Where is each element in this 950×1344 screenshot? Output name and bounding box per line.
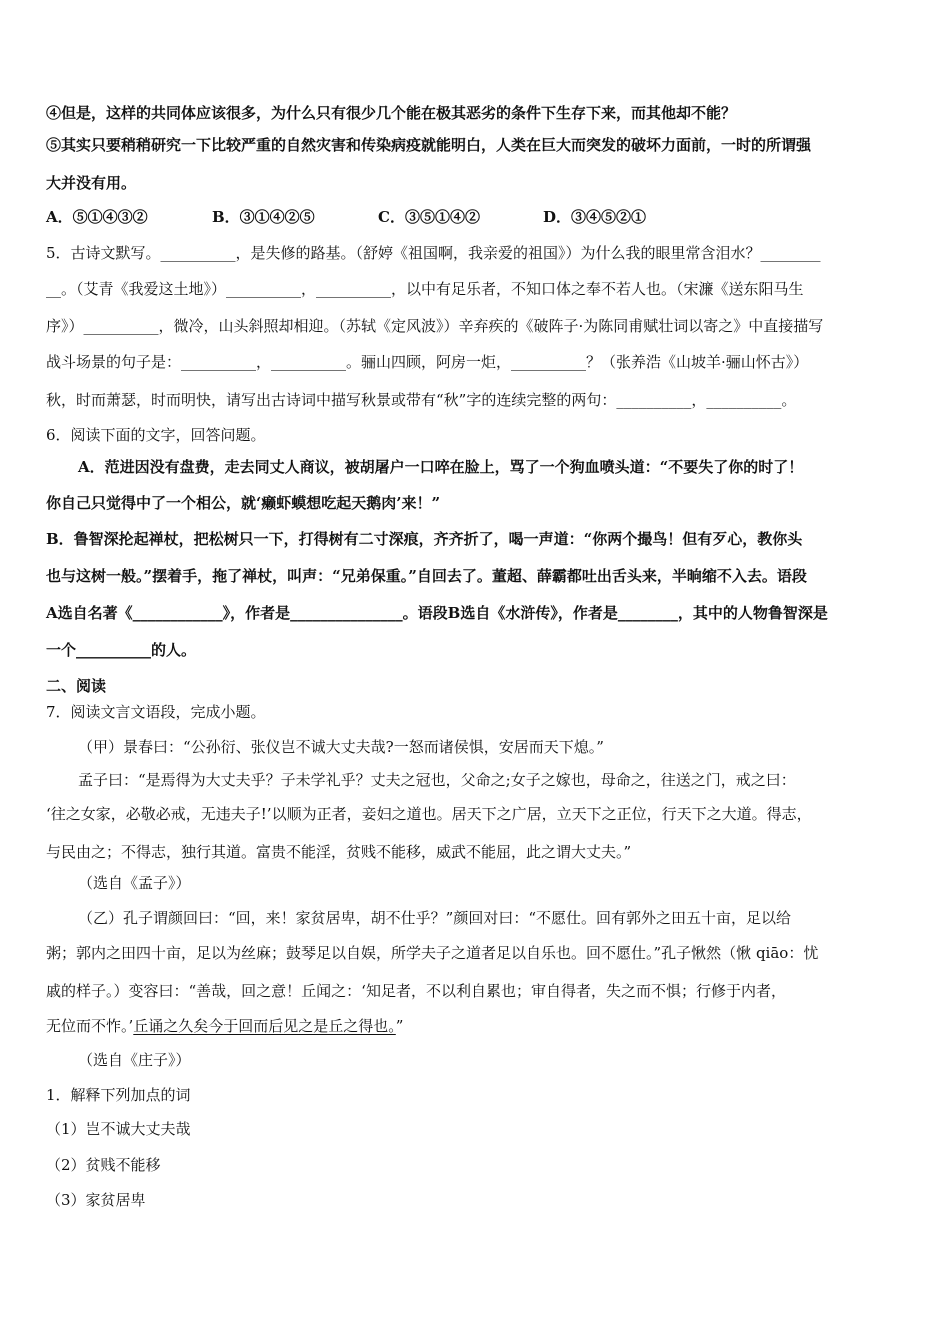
q4-sentence-4: ④但是，这样的共同体应该很多，为什么只有很少几个能在极其恶劣的条件下生存下来，而其他却不能？: [46, 104, 737, 122]
q7-yi-line4-end: ”: [395, 1017, 404, 1035]
q7-sub1-item3: （3）家贫居卑: [46, 1191, 146, 1209]
q7-yi-line2: 粥；郭内之田四十亩，足以为丝麻；鼓琴足以自娱，所学夫子之道者足以自乐也。回不愿仕。”孔子愀然（愀 qiāo：忧: [46, 944, 819, 962]
q6-passage-a-line1: A．范进因没有盘费，走去同丈人商议，被胡屠户一口啐在脸上，骂了一个狗血喷头道：“不要失了你的时了！: [78, 458, 804, 476]
q4-option-b: B．③①④②⑤: [212, 208, 315, 226]
q7-jia-line1: （甲）景春曰：“公孙衍、张仪岂不诚大丈夫哉?一怒而诸侯惧，安居而天下熄。”: [78, 738, 604, 756]
q7-yi-line1: （乙）孔子谓颜回曰：“回，来！家贫居卑，胡不仕乎？”颜回对曰：“不愿仕。回有郭外之田五十亩，足以给: [78, 909, 792, 927]
q6-passage-b-line4: 一个__________的人。: [46, 641, 197, 659]
q7-yi-line4: [46, 1015, 914, 1037]
q7-jia-line4: 与民由之；不得志，独行其道。富贵不能淫，贫贱不能移，威武不能屈，此之谓大丈夫。”: [46, 843, 632, 861]
q4-option-c: C．③⑤①④②: [378, 208, 480, 226]
q7-yi-line3: 戚的样子。）变容曰：“善哉，回之意！丘闻之：‘知足者，不以利自累也；审自得者，失之而不惧；行修于内者，: [46, 982, 786, 1000]
q4-option-d: D．③④⑤②①: [543, 208, 647, 226]
q7-title: 7．阅读文言文语段，完成小题。: [46, 703, 266, 721]
q5-line3: 序》）__________，微冷，山头斜照却相迎。（苏轼《定风波》）辛弃疾的《破阵子·为陈同甫赋壮词以寄之》中直接描写: [46, 317, 824, 335]
q4-sentence-5-line2: 大并没有用。: [46, 174, 137, 192]
q5-line4: 战斗场景的句子是：__________，__________。骊山四顾，阿房一炬，__________？（张养浩《山坡羊·骊山怀古》）: [46, 353, 809, 371]
q7-sub1-title: 1．解释下列加点的词: [46, 1086, 191, 1104]
q6-passage-b-line2: 也与这树一般。”摆着手，拖了禅杖，叫声：“兄弟保重。”自回去了。董超、薛霸都吐出舌头来，半晌缩不入去。语段: [46, 567, 807, 585]
q7-jia-source: （选自《孟子》）: [78, 874, 191, 892]
q7-jia-line3: ‘往之女家，必敬必戒，无违夫子!’以顺为正者，妾妇之道也。居天下之广居，立天下之正位，行天下之大道。得志，: [46, 805, 812, 823]
q7-sub1-item2: （2）贫贱不能移: [46, 1156, 161, 1174]
q6-passage-b-line1: B．鲁智深抡起禅杖，把松树只一下，打得树有二寸深痕，齐齐折了，喝一声道：“你两个撮鸟！但有歹心，教你头: [46, 530, 803, 548]
section-heading-reading: 二、阅读: [46, 677, 107, 695]
q5-line5: 秋，时而萧瑟，时而明快，请写出古诗词中描写秋景或带有“秋”字的连续完整的两句：__________，__________。: [46, 391, 797, 409]
q6-title: 6．阅读下面的文字，回答问题。: [46, 426, 266, 444]
q7-jia-line2: 孟子曰：“是焉得为大丈夫乎？子未学礼乎？丈夫之冠也，父命之;女子之嫁也，母命之，往送之门，戒之曰：: [78, 771, 796, 789]
q4-sentence-5-line1: ⑤其实只要稍稍研究一下比较严重的自然灾害和传染病疫就能明白，人类在巨大而突发的破坏力面前，一时的所谓强: [46, 136, 812, 154]
q6-passage-b-line3: A选自名著《____________》，作者是_______________。语段B选自《水浒传》，作者是________，其中的人物鲁智深是: [46, 604, 828, 622]
q7-yi-underlined-sentence: 丘诵之久矣今于回而后见之是丘之得也。: [133, 1017, 396, 1035]
q7-sub1-item1: （1）岂不诚大丈夫哉: [46, 1120, 191, 1138]
q5-line1: 5．古诗文默写。__________，是失修的路基。（舒婷《祖国啊，我亲爱的祖国》）为什么我的眼里常含泪水？________: [46, 244, 821, 262]
q4-option-a: A．⑤①④③②: [46, 208, 148, 226]
q7-yi-source: （选自《庄子》）: [78, 1051, 191, 1069]
q7-yi-line4-start: 无位而不怍。’: [46, 1017, 134, 1035]
q6-passage-a-line2: 你自己只觉得中了一个相公，就‘癞虾蟆想吃起天鹅肉’来！”: [46, 494, 441, 512]
q5-line2: __。（艾青《我爱这土地》）__________，__________，以中有足乐者，不知口体之奉不若人也。（宋濂《送东阳马生: [46, 280, 804, 298]
